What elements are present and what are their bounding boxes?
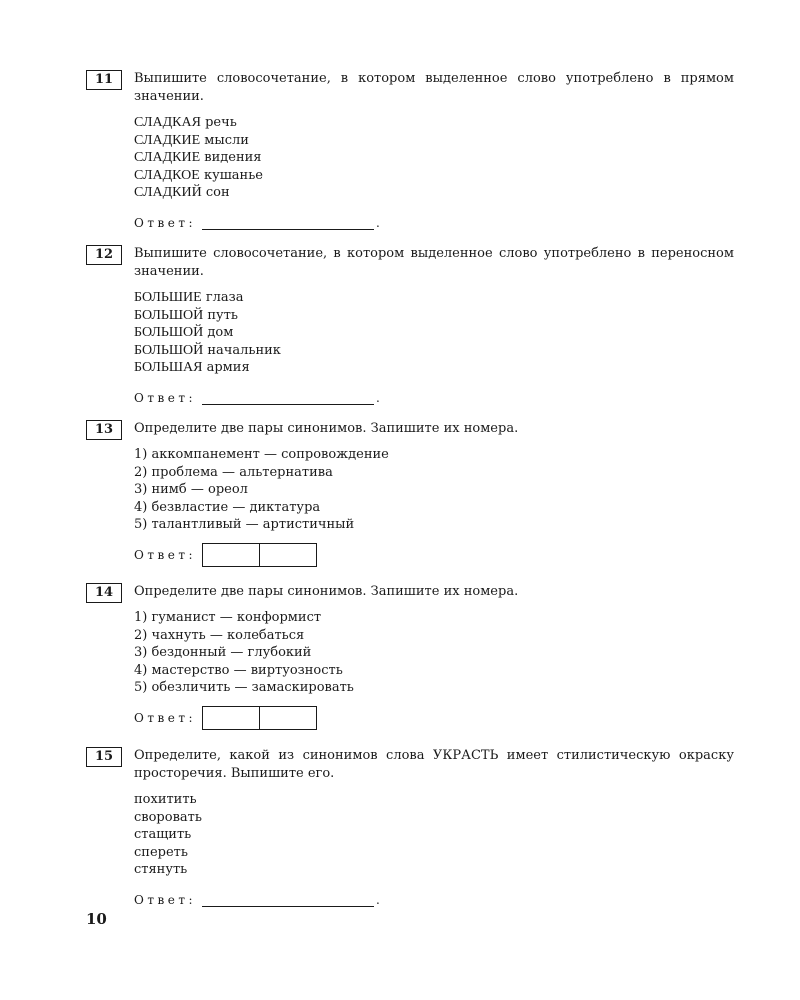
answer-label: Ответ: (134, 710, 197, 725)
option-key-word: СЛАДКИЕ (134, 132, 201, 148)
option-item: похитить (134, 792, 197, 807)
option-item: 1) аккомпанемент — сопровождение (134, 447, 389, 462)
option-word: армия (206, 360, 250, 375)
option-list (134, 791, 734, 879)
task-question: Определите две пары синонимов. Запишите их номера. (134, 421, 519, 436)
task-question: Выпишите словосочетание, в котором выделенное слово употреблено в переносном значении. (134, 246, 734, 279)
answer-label: Ответ: (134, 390, 197, 405)
option-item: 3) бездонный — глубокий (134, 645, 312, 660)
task-number-box: 12 (86, 245, 122, 265)
answer-line-input[interactable] (202, 892, 374, 907)
option-word: кушанье (203, 167, 263, 183)
option-item (134, 342, 734, 360)
task-number-box: 13 (86, 420, 122, 440)
answer-label: Ответ: (134, 892, 197, 907)
task-number-box: 11 (86, 70, 122, 90)
option-item (134, 289, 734, 307)
option-item: 4) мастерство — виртуозность (134, 662, 343, 678)
option-item: стянуть (134, 862, 188, 877)
option-item (134, 149, 734, 167)
answer-row: Ответ: . (134, 215, 380, 230)
answer-row (134, 543, 734, 567)
answer-label: Ответ: (134, 547, 197, 562)
option-item: 5) талантливый — артистичный (134, 517, 355, 532)
option-key-word: СЛАДКОЕ (134, 167, 200, 183)
option-key-word: БОЛЬШАЯ (134, 360, 203, 375)
option-item (134, 324, 734, 342)
option-item: 2) проблема — альтернатива (134, 464, 333, 480)
option-item: 3) нимб — ореол (134, 482, 248, 497)
option-word: речь (205, 115, 237, 130)
option-item: 2) чахнуть — колебаться (134, 627, 305, 643)
option-key-word: БОЛЬШОЙ (134, 307, 204, 323)
answer-cell-2[interactable] (260, 706, 317, 730)
option-item: стащить (134, 827, 192, 842)
task-11 (86, 70, 734, 235)
answer-cell-1[interactable] (202, 706, 260, 730)
option-word: путь (207, 307, 238, 323)
option-list (134, 289, 734, 377)
task-12 (86, 245, 734, 410)
option-key-word: БОЛЬШИЕ (134, 290, 202, 305)
answer-label: Ответ: (134, 215, 197, 230)
page-number: 10 (86, 910, 107, 928)
task-question: Определите, какой из синонимов слова УКРАСТЬ имеет стилистическую окраску просторечия. Выпишите его. (134, 748, 734, 781)
option-key-word: БОЛЬШОЙ (134, 325, 204, 340)
option-list (134, 609, 734, 697)
option-word: мысли (204, 132, 249, 148)
option-item (134, 184, 734, 202)
answer-cell-2[interactable] (260, 543, 317, 567)
option-word: видения (204, 150, 262, 165)
task-number-box: 15 (86, 747, 122, 767)
option-key-word: СЛАДКИЕ (134, 150, 201, 165)
option-item (134, 132, 734, 150)
answer-line-input[interactable] (202, 215, 374, 230)
option-key-word: БОЛЬШОЙ (134, 342, 204, 358)
option-item (134, 307, 734, 325)
option-word: начальник (207, 342, 281, 358)
answer-row: Ответ: . (134, 390, 380, 405)
task-13 (86, 420, 734, 567)
option-list (134, 446, 734, 534)
task-question: Определите две пары синонимов. Запишите их номера. (134, 584, 519, 599)
option-item: 5) обезличить — замаскировать (134, 680, 354, 695)
answer-line-input[interactable] (202, 390, 374, 405)
option-item: 1) гуманист — конформист (134, 610, 322, 625)
task-question: Выпишите словосочетание, в котором выделенное слово употреблено в прямом значении. (134, 71, 734, 104)
option-word: глаза (205, 290, 244, 305)
option-item: 4) безвластие — диктатура (134, 499, 321, 515)
option-key-word: СЛАДКАЯ (134, 115, 201, 130)
answer-cell-1[interactable] (202, 543, 260, 567)
task-14 (86, 583, 734, 730)
option-word: сон (205, 185, 230, 200)
option-item (134, 114, 734, 132)
task-number-box: 14 (86, 583, 122, 603)
option-item: своровать (134, 809, 202, 825)
option-key-word: СЛАДКИЙ (134, 185, 202, 200)
task-15 (86, 747, 734, 912)
answer-row: Ответ: . (134, 892, 380, 907)
option-item: спереть (134, 844, 188, 860)
answer-cells (202, 706, 317, 730)
option-item (134, 359, 734, 377)
option-list (134, 114, 734, 202)
option-item (134, 167, 734, 185)
answer-cells (202, 543, 317, 567)
option-word: дом (207, 325, 234, 340)
answer-row (134, 706, 734, 730)
